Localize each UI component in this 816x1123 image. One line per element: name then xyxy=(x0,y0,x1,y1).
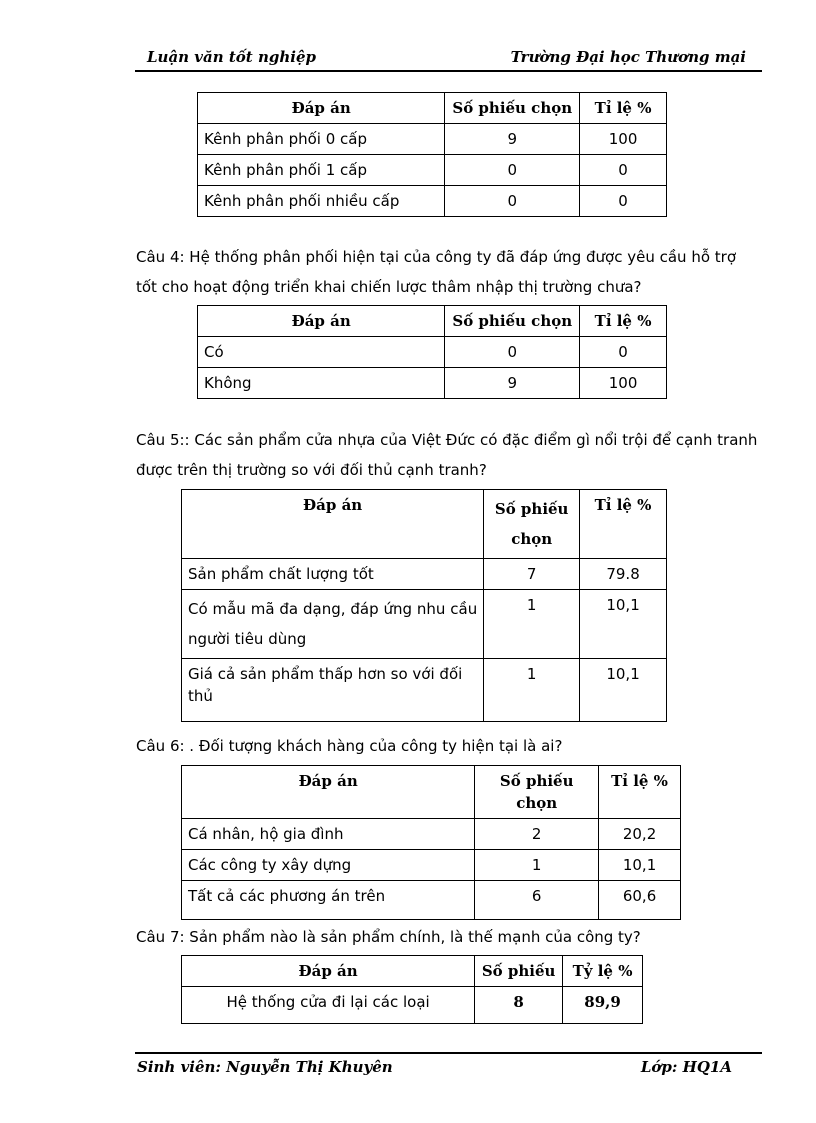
header-university: Trường Đại học Thương mại xyxy=(510,48,746,66)
question-5: Câu 5:: Các sản phẩm cửa nhựa của Việt Đức có đặc điểm gì nổi trội để cạnh tranh được trên thị trường so với đối thủ cạnh tranh? xyxy=(136,431,758,479)
table-row xyxy=(182,987,643,1024)
table-row xyxy=(198,337,667,368)
table-q4 xyxy=(197,305,667,399)
votes-cell: 1 xyxy=(484,590,580,659)
percent-cell: 0 xyxy=(580,186,667,217)
answer-cell: Giá cả sản phẩm thấp hơn so với đối thủ xyxy=(182,659,484,722)
table-header: Tỉ lệ % xyxy=(599,766,681,819)
answer-cell: Kênh phân phối nhiều cấp xyxy=(198,186,445,217)
answer-cell: Không xyxy=(198,368,445,399)
percent-cell: 0 xyxy=(580,337,667,368)
percent-cell: 60,6 xyxy=(599,881,681,920)
answer-cell: Cá nhân, hộ gia đình xyxy=(182,819,475,850)
answer-cell: Có xyxy=(198,337,445,368)
votes-cell: 0 xyxy=(445,337,580,368)
answer-cell: Các công ty xây dựng xyxy=(182,850,475,881)
percent-cell: 20,2 xyxy=(599,819,681,850)
table-header: Đáp án xyxy=(198,306,445,337)
table-row xyxy=(182,881,681,920)
votes-cell: 8 xyxy=(475,987,563,1024)
votes-cell: 9 xyxy=(445,368,580,399)
page-header xyxy=(135,48,762,72)
table-header: Số phiếu xyxy=(475,956,563,987)
table-row xyxy=(182,819,681,850)
percent-cell: 100 xyxy=(580,124,667,155)
table-q7 xyxy=(181,955,643,1024)
table-q6 xyxy=(181,765,681,920)
footer-student: Sinh viên: Nguyễn Thị Khuyên xyxy=(137,1058,393,1076)
votes-cell: 1 xyxy=(484,659,580,722)
page-footer xyxy=(135,1052,762,1084)
answer-cell: Hệ thống cửa đi lại các loại xyxy=(182,987,475,1024)
votes-cell: 1 xyxy=(475,850,599,881)
question-4: Câu 4: Hệ thống phân phối hiện tại của công ty đã đáp ứng được yêu cầu hỗ trợ tốt cho hoạt động triển khai chiến lược thâm nhập thị trường chưa? xyxy=(136,248,737,296)
table-row xyxy=(182,590,667,659)
table-header: Đáp án xyxy=(182,766,475,819)
answer-cell: Kênh phân phối 1 cấp xyxy=(198,155,445,186)
table-header: Tỉ lệ % xyxy=(580,490,667,559)
table-header: Số phiếu chọn xyxy=(445,306,580,337)
votes-cell: 7 xyxy=(484,559,580,590)
table-header: Số phiếu chọn xyxy=(475,766,599,819)
percent-cell: 100 xyxy=(580,368,667,399)
answer-cell: Tất cả các phương án trên xyxy=(182,881,475,920)
table-row xyxy=(182,850,681,881)
votes-cell: 0 xyxy=(445,186,580,217)
percent-cell: 10,1 xyxy=(599,850,681,881)
table-header: Đáp án xyxy=(198,93,445,124)
footer-class: Lớp: HQ1A xyxy=(640,1058,732,1076)
answer-cell: Sản phẩm chất lượng tốt xyxy=(182,559,484,590)
percent-cell: 10,1 xyxy=(580,659,667,722)
votes-cell: 6 xyxy=(475,881,599,920)
table-row xyxy=(198,124,667,155)
table-header: Đáp án xyxy=(182,956,475,987)
table-header: Tỉ lệ % xyxy=(580,93,667,124)
table-header: Số phiếu chọn xyxy=(445,93,580,124)
answer-cell: Có mẫu mã đa dạng, đáp ứng nhu cầu người tiêu dùng xyxy=(182,590,484,659)
votes-cell: 9 xyxy=(445,124,580,155)
table-header: Đáp án xyxy=(182,490,484,559)
header-thesis-title: Luận văn tốt nghiệp xyxy=(147,48,316,66)
table-q5 xyxy=(181,489,667,722)
answer-cell: Kênh phân phối 0 cấp xyxy=(198,124,445,155)
percent-cell: 0 xyxy=(580,155,667,186)
votes-cell: 2 xyxy=(475,819,599,850)
percent-cell: 79.8 xyxy=(580,559,667,590)
table-header: Số phiếu chọn xyxy=(484,490,580,559)
percent-cell: 10,1 xyxy=(580,590,667,659)
percent-cell: 89,9 xyxy=(563,987,643,1024)
table-row xyxy=(182,659,667,722)
table-row xyxy=(182,559,667,590)
table-row xyxy=(198,155,667,186)
table-row xyxy=(198,368,667,399)
table-row xyxy=(198,186,667,217)
table-header: Tỷ lệ % xyxy=(563,956,643,987)
table-header: Tỉ lệ % xyxy=(580,306,667,337)
question-6: Câu 6: . Đối tượng khách hàng của công ty hiện tại là ai? xyxy=(136,737,563,755)
table-distribution-channel xyxy=(197,92,667,217)
question-7: Câu 7: Sản phẩm nào là sản phẩm chính, là thế mạnh của công ty? xyxy=(136,928,641,946)
votes-cell: 0 xyxy=(445,155,580,186)
